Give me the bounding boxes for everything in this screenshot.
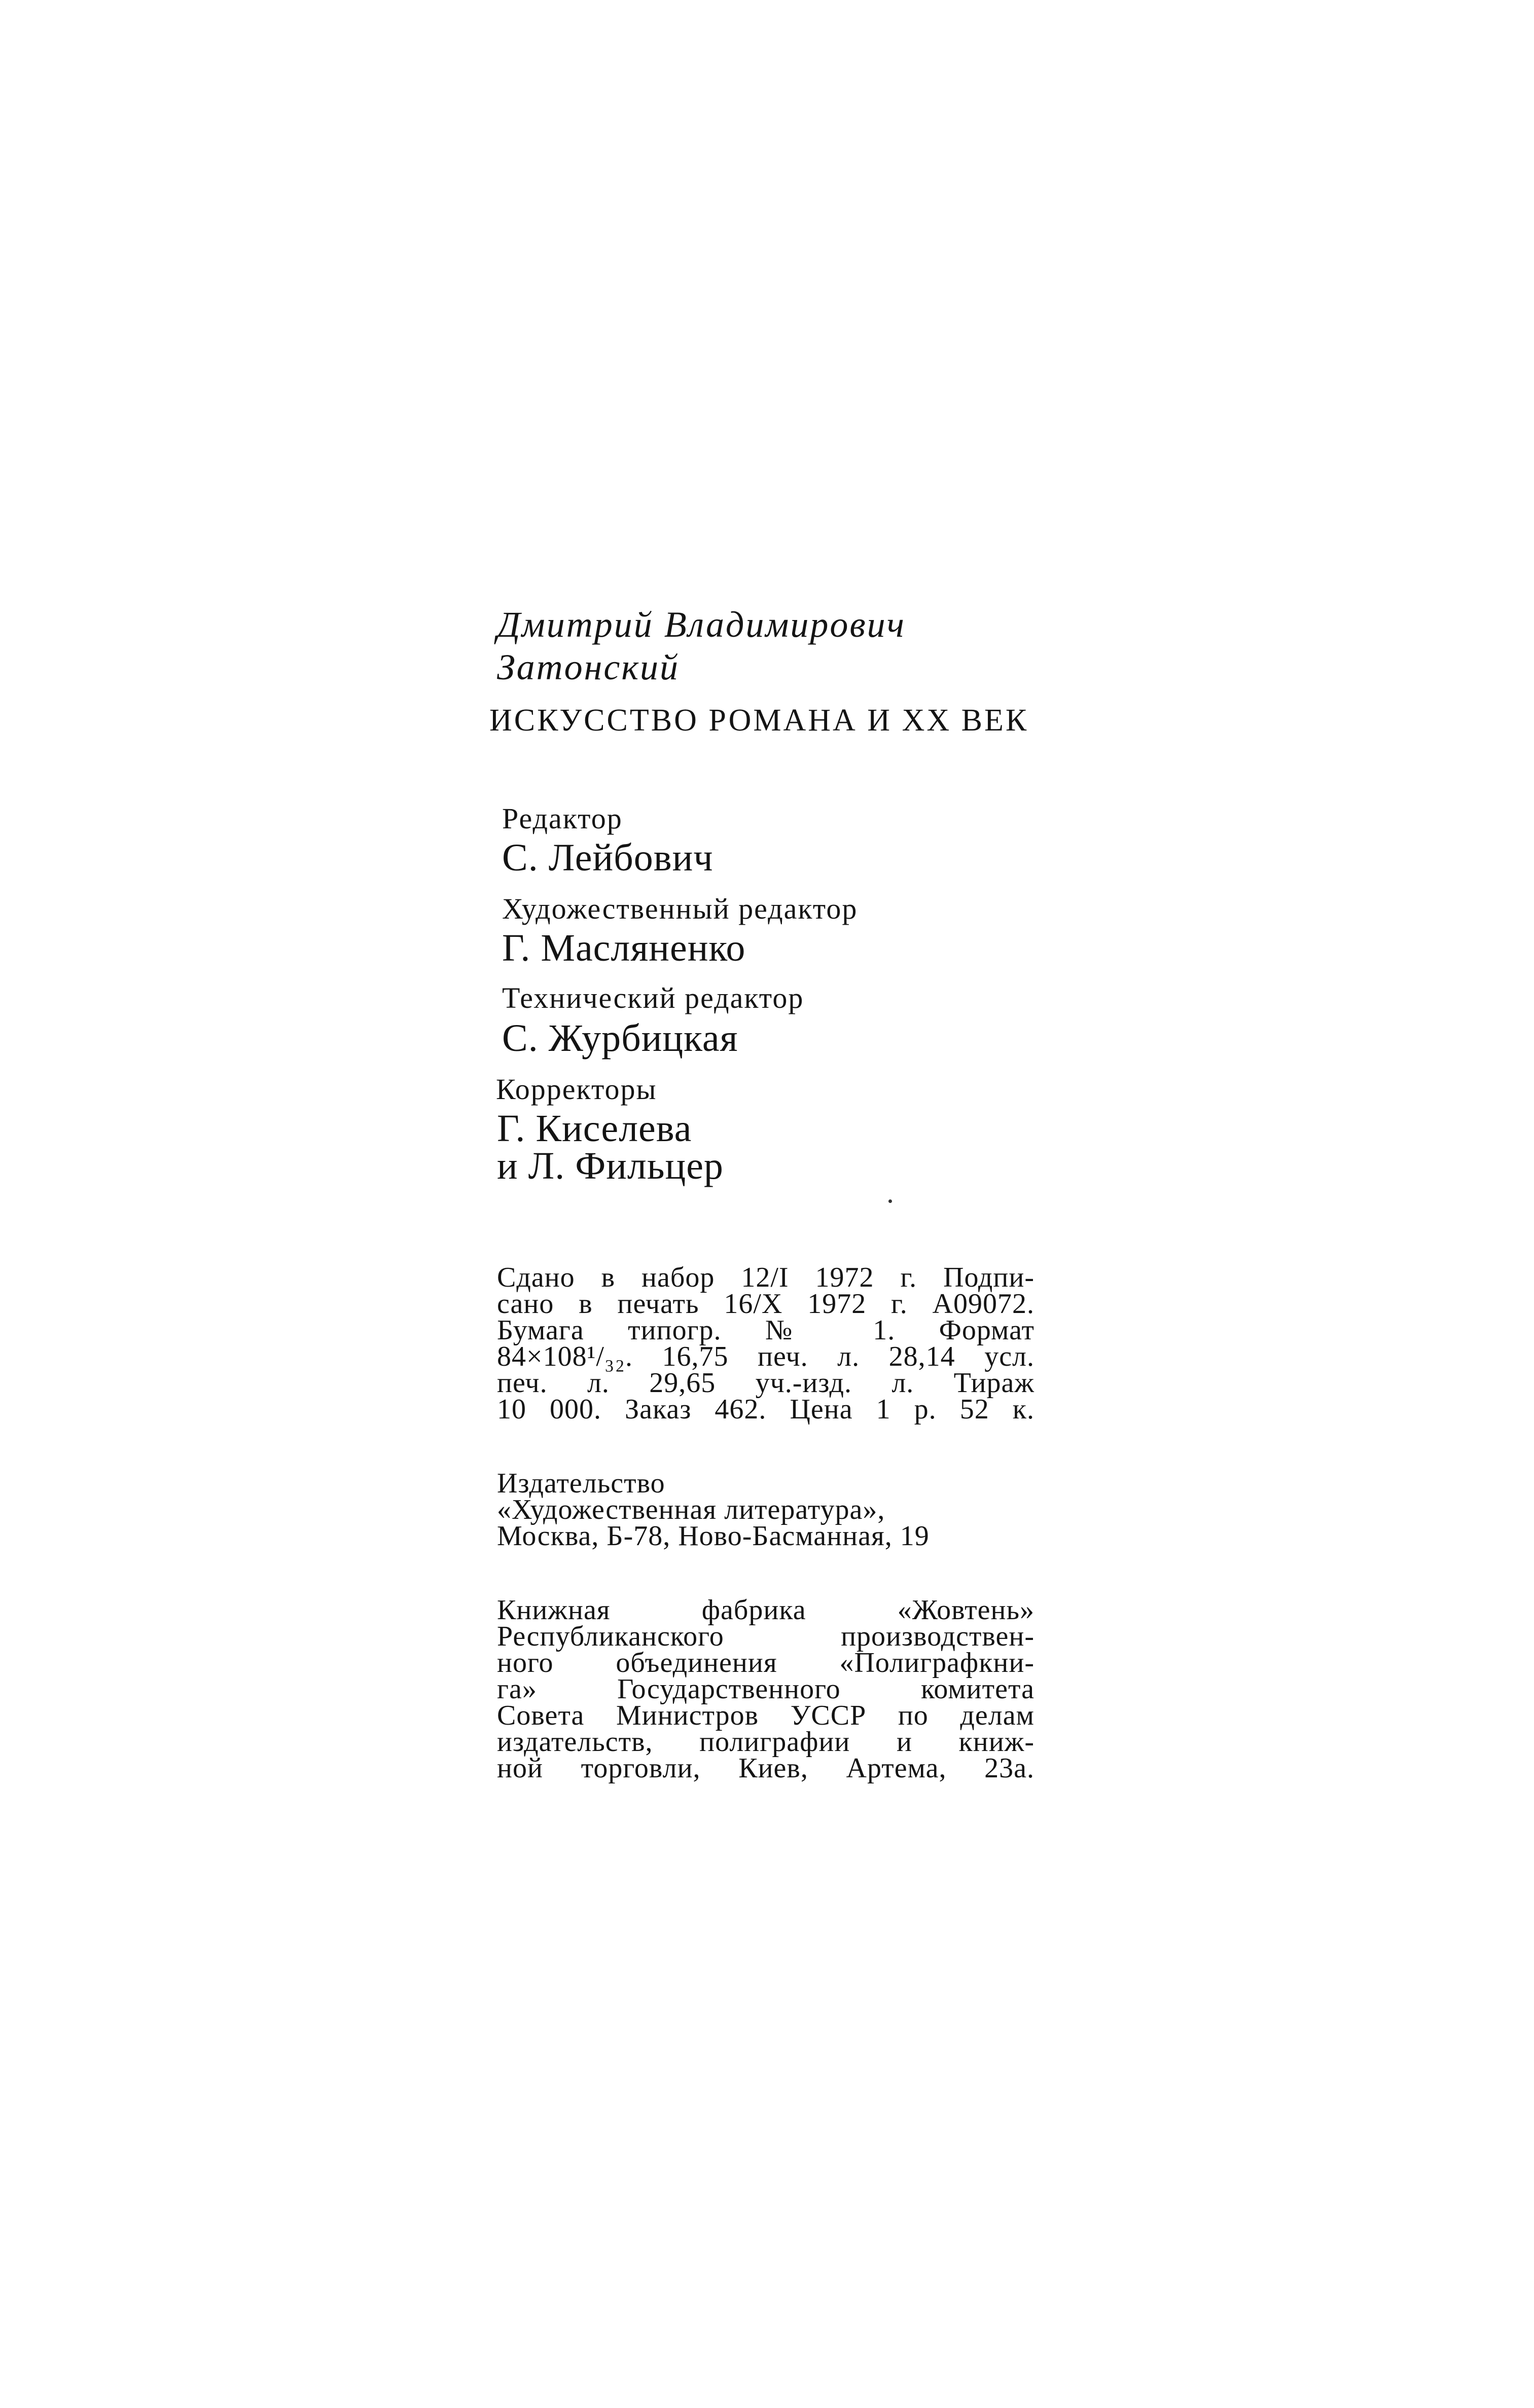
author-last-name: Затонский — [497, 647, 680, 687]
print-details-line: печ. л. 29,65 уч.-изд. л. Тираж — [497, 1367, 1034, 1399]
publisher-line: «Художественная литература», — [497, 1494, 885, 1525]
printer-line: Совета Министров УССР по делам — [497, 1700, 1034, 1731]
print-details-block — [497, 1262, 1034, 1425]
publisher-line: Москва, Б-78, Ново-Басманная, 19 — [497, 1520, 930, 1552]
printer-line: га» Государственного комитета — [497, 1673, 1034, 1705]
ink-speck — [888, 1199, 892, 1203]
credit-role-proofreaders: Корректоры — [496, 1073, 657, 1106]
credit-name-proofreader-2: и Л. Фильцер — [497, 1145, 724, 1187]
printer-line: ной торговли, Киев, Артема, 23а. — [497, 1753, 1034, 1784]
credit-name-art-editor: Г. Масляненко — [502, 927, 746, 969]
print-details-line: 10 000. Заказ 462. Цена 1 р. 52 к. — [497, 1394, 1034, 1425]
print-details-line: сано в печать 16/X 1972 г. А09072. — [497, 1288, 1034, 1320]
publisher-block — [497, 1468, 1045, 1552]
printer-line: Книжная фабрика «Жовтень» — [497, 1594, 1034, 1626]
book-title: ИСКУССТВО РОМАНА И XX ВЕК — [489, 703, 1029, 738]
credit-role-art-editor: Художественный редактор — [502, 892, 858, 925]
credit-role-tech-editor: Технический редактор — [502, 981, 804, 1014]
credit-name-editor: С. Лейбович — [502, 836, 714, 879]
author-first-name: Дмитрий Владимирович — [497, 604, 906, 645]
print-details-line: Бумага типогр. № 1. Формат — [497, 1315, 1034, 1346]
publisher-line: Издательство — [497, 1468, 665, 1499]
credit-role-editor: Редактор — [502, 802, 623, 835]
credit-name-proofreader-1: Г. Киселева — [497, 1107, 692, 1150]
printer-block — [497, 1594, 1034, 1784]
printer-line: издательств, полиграфии и книж- — [497, 1726, 1034, 1758]
printer-line: ного объединения «Полиграфкни- — [497, 1647, 1034, 1679]
credit-name-tech-editor: С. Журбицкая — [502, 1017, 738, 1060]
print-details-line: Сдано в набор 12/I 1972 г. Подпи- — [497, 1262, 1034, 1293]
printer-line: Республиканского производствен- — [497, 1621, 1034, 1652]
print-details-line: 84×108¹/₃₂. 16,75 печ. л. 28,14 усл. — [497, 1341, 1034, 1372]
